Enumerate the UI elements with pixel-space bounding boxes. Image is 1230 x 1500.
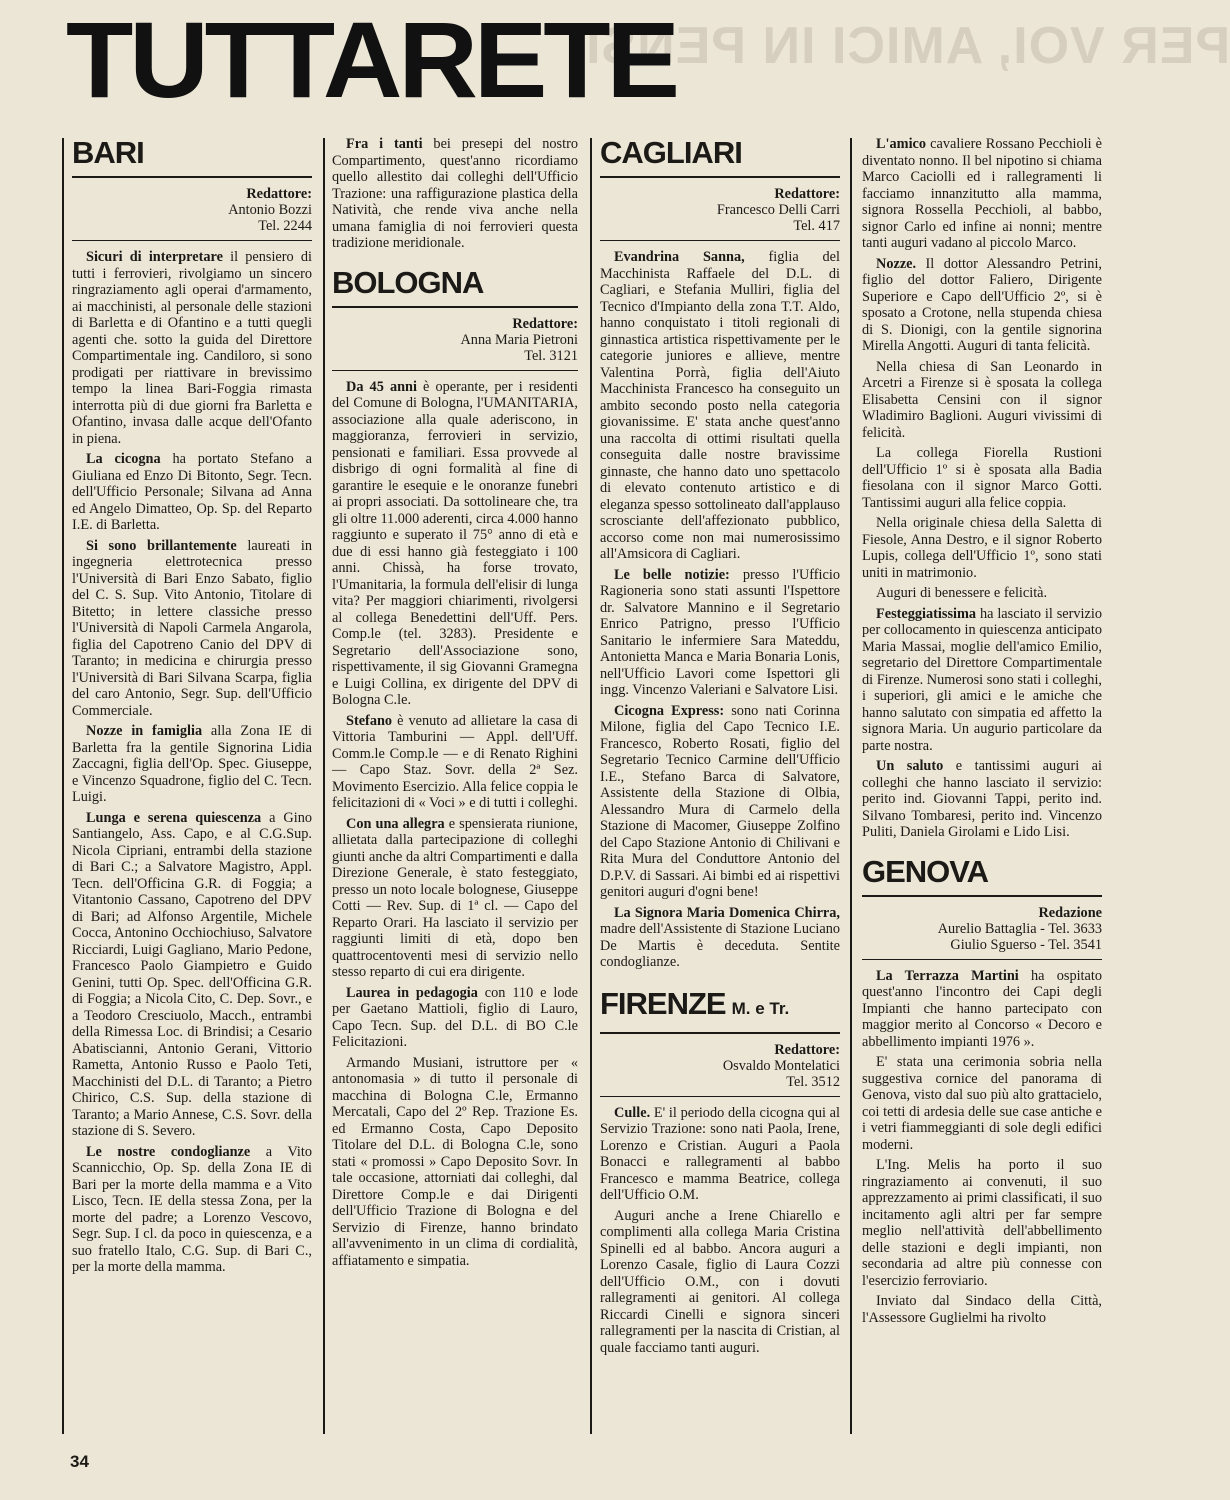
article-paragraph (600, 905, 840, 971)
article-paragraph (332, 379, 578, 709)
paragraph-text: La collega Fiorella Rustioni dell'Ufficio 1º si è sposata alla Badia fiesolana con il signor Marco Gotti. Tantissimi auguri alla felice coppia. (862, 445, 1102, 511)
editor-rule (600, 1096, 840, 1097)
article-paragraph (72, 810, 312, 1140)
editor-block (72, 186, 312, 234)
paragraph-lead: Laurea in pedagogia (346, 984, 478, 1001)
city-name: FIRENZE (600, 985, 726, 1021)
editor-name: Antonio Bozzi (228, 202, 312, 218)
heading-rule (72, 176, 312, 178)
section-cagliari (600, 136, 840, 971)
paragraph-text: è venuto ad allietare la casa di Vittoria Tamburini — Appl. dell'Uff. Comm.le Comp.le — e di Renato Righini — Capo Staz. Sovr. della 2ª Sez. Movimento Esercizio. Alla felice coppia le felicitazioni di « Voci » e di tutti i colleghi. (332, 712, 578, 811)
faded-mirrored-header-text: PER VOI, AMICI IN PENSI (585, 17, 1230, 75)
article-paragraph (862, 1054, 1102, 1153)
article-paragraph (600, 703, 840, 901)
paragraph-text: e spensierata riunione, allietata dalla partecipazione di colleghi giunti anche da altri Compartimenti e dalla Direzione Generale, è stato festeggiato, presso un noto locale bolognese, Giuseppe Cotti — Rev. Sup. di 1ª cl. — Capo del Reparto Orari. Ha lasciato il servizio per raggiunti limiti di età, dopo ben quattrocentoventi mesi di servizio nello stesso reparto di cui era dirigente. (332, 815, 578, 980)
editor-rule (862, 959, 1102, 960)
column-divider (850, 138, 852, 1434)
paragraph-lead: La Terrazza Martini (876, 967, 1019, 984)
article-paragraph (862, 359, 1102, 442)
column-2 (332, 136, 578, 1273)
article-paragraph (862, 1157, 1102, 1289)
article-paragraph (332, 713, 578, 812)
article-paragraph (600, 1208, 840, 1357)
section-firenze (600, 987, 840, 1357)
paragraph-text: a Gino Santiangelo, Ass. Capo, e al C.G.Sup. Nicola Cipriani, entrambi della stazione di Bari C.; a Salvatore Magistro, Appl. Tecn. dell'Officina G.R. di Foggia; a Vitantonio Cassano, Capotreno del DPV di Bari; ad Alfonso Argentile, Michele Cocca, Antonino Occhiochiuso, Salvatore Ricciardi, Luigi Gagliano, Mario Pedone, Francesco Paolo Giampietro e Guido Genini, tutti Op. Spec. dell'Officina G.R. di Foggia; a Nicola Cito, C. Dep. Sovr., e a Teodoro Cresciuolo, Macch., entrambi della Rimessa Loc. di Brindisi; a Cesario Abatiscianni, Antonio Gerani, Vittorio Rametta, Antonio Russo e Paolo Teti, Macchinisti del D.L. di Taranto; a Pietro Chirico, C.S. Sup. della stazione di Taranto; a Mario Annese, C.S. Sovr. della stazione di S. Severo. (72, 809, 313, 1139)
paragraph-lead: Da 45 anni (346, 378, 417, 395)
paragraph-lead: Cicogna Express: (614, 702, 725, 719)
column-4 (862, 136, 1102, 1330)
editor-block (332, 316, 578, 364)
paragraph-lead: Evandrina Sanna, (614, 249, 745, 265)
paragraph-text: Auguri anche a Irene Chiarello e complimenti alla collega Maria Cristina Spinelli ed al babbo. Ancora auguri a Lorenzo Casale, figlio di Laura Cozzi dell'Ufficio O.M., con i dovuti rallegramenti ai genitori. Al collega Riccardi Cinelli e signora sinceri rallegramenti per la nascita di Cristian, al quale facciamo tanti auguri. (600, 1207, 840, 1356)
city-heading-firenze (600, 987, 840, 1026)
city-heading-genova: GENOVA (862, 853, 989, 889)
editor-label: Redattore: (774, 186, 840, 202)
editor-rule (600, 240, 840, 241)
editor-line: Aurelio Battaglia - Tel. 3633 (937, 920, 1102, 937)
article-paragraph (862, 758, 1102, 841)
section-bologna (332, 266, 578, 1270)
section-bari (72, 136, 312, 1276)
article-paragraph (862, 585, 1102, 602)
paragraph-text: madre dell'Assistente di Stazione Luciano De Martis è deceduta. Sentite condoglianze. (600, 921, 840, 970)
paragraph-text: E' il periodo della cicogna qui al Servizio Trazione: sono nati Paola, Irene, Lorenzo e Cristian. Auguri a Paola Bonacci e rallegramenti al babbo Francesco e mamma Beatrice, collega dell'Ufficio O.M. (600, 1104, 840, 1203)
paragraph-lead: Con una allegra (346, 815, 445, 832)
paragraph-text: e tantissimi auguri ai colleghi che hanno lasciato il servizio: perito ind. Giovanni Tappi, perito ind. Silvano Tombaresi, perito ind. Vincenzo Puliti, Daniela Girolami e Lido Lisi. (862, 758, 1102, 840)
paragraph-text: alla Zona IE di Barletta fra la gentile Signorina Lidia Zaccagni, figlia dell'Op. Spec. Giuseppe, e Vincenzo Squadrone, figlio del C. Tecn. Luigi. (72, 723, 312, 805)
paragraph-text: bei presepi del nostro Compartimento, quest'anno ricordiamo quello allestito dai colleghi dell'Ufficio Trazione: una raffigurazione plastica della Natività, che rende viva anche nella umana famiglia di noi ferrovieri questa tradizione meridionale. (332, 136, 578, 251)
article-paragraph (72, 1144, 312, 1276)
heading-rule (600, 176, 840, 178)
article-paragraph (862, 445, 1102, 511)
article-paragraph (862, 968, 1102, 1051)
paragraph-text: presso l'Ufficio Ragioneria sono stati assunti l'Ispettore dr. Salvatore Mannino e il Segretario Enrico Patrigno, presso l'Ufficio Sanitario le infermiere Sara Mateddu, Antonietta Manca e Maria Bonaria Lonis, nell'Ufficio Lavori come Ispettori gli ingg. Vincenzo Valeriani e Salvatore Lisi. (600, 566, 840, 698)
paragraph-lead: Sicuri di interpretare (86, 249, 223, 265)
paragraph-text: Il dottor Alessandro Petrini, figlio del dottor Faliero, Dirigente Superiore e Capo dell'Ufficio 2º, si è sposato a Crotone, nella stupenda chiesa di S. Dionigi, con la gentile signorina Mirella Angotti. Auguri di tanta felicità. (862, 255, 1102, 354)
editor-tel: Tel. 2244 (258, 218, 312, 234)
editor-label: Redazione (1038, 904, 1102, 921)
page-number: 34 (70, 1452, 89, 1471)
article-paragraph (72, 249, 312, 447)
paragraph-text: Auguri di benessere e felicità. (876, 585, 1048, 601)
paragraph-text: sono nati Corinna Milone, figlia del Capo Tecnico I.E. Francesco, Roberto Rosati, figlio del Segretario Tecnico Carmine dell'Ufficio I.E., Stefano Barca di Salvatore, Assistente della Stazione di Olbia, Alessandro Mura di Carmelo della Stazione di Macomer, Giuseppe Zolfino del Capo Stazione Antonio di Chilivani e Rita Mura del Conduttore Antonio del D.P.V. di Sassari. Ai bimbi ed ai rispettivi genitori auguri d'ogni bene! (600, 702, 840, 900)
paragraph-lead: Le nostre condoglianze (86, 1143, 251, 1160)
article-paragraph (862, 515, 1102, 581)
article-paragraph (332, 136, 578, 252)
paragraph-text: Nella chiesa di San Leonardo in Arcetri a Firenze si è sposata la collega Elisabetta Censini con il signor Wladimiro Baglioni. Auguri vivissimi di felicità. (862, 358, 1102, 441)
paragraph-text: Inviato dal Sindaco della Città, l'Assessore Guglielmi ha rivolto (862, 1293, 1102, 1326)
paragraph-text: Armando Musiani, istruttore per « antonomasia » di tutto il personale di macchina di Bologna C.le, Ermanno Mercatali, Capo del 2º Rep. Trazione Es. ed Ermanno Costa, Capo Deposito Titolare del D.L. di Bologna C.le, sono stati « promossi » Capo Deposito Sovr. In tale occasione, attorniati dai colleghi, dal Direttore Comp.le e dai Dirigenti dell'Ufficio Trazione di Bologna e del Servizio di Firenze, hanno brindato all'avvenimento in un clima di cordialità, affiatamento e simpatia. (332, 1054, 578, 1269)
paragraph-text: il pensiero di tutti i ferrovieri, rivolgiamo un sincero ringraziamento agli operai d'armamento, ai macchinisti, al personale delle stazioni di Barletta e di Ofantino e a tutti quegli agenti che. sotto la guida del Direttore Compartimentale ing. Candiloro, si sono prodigati per riattivare in brevissimo tempo la linea Bari-Foggia rimasta interrotta più di due giorni fra Barletta e Ofantino, invasa dalle acque dell'Ofanto in piena. (72, 249, 312, 447)
city-heading-bari: BARI (72, 135, 144, 170)
article-paragraph (72, 723, 312, 806)
section-genova (862, 855, 1102, 1327)
paragraph-lead: La cicogna (86, 451, 161, 467)
column-divider (62, 138, 64, 1434)
article-paragraph (862, 1293, 1102, 1326)
paragraph-lead: Fra i tanti (346, 136, 423, 152)
column-3 (600, 136, 840, 1360)
editor-tel: Tel. 3121 (524, 347, 578, 364)
editor-block (600, 1042, 840, 1090)
editor-name: Osvaldo Montelatici (722, 1057, 840, 1074)
editor-tel: Tel. 417 (793, 218, 840, 234)
paragraph-lead: La Signora Maria Domenica Chirra, (614, 904, 840, 921)
editor-rule (332, 370, 578, 371)
article-paragraph (600, 249, 840, 563)
paragraph-lead: Nozze. (876, 255, 917, 272)
city-heading-cagliari: CAGLIARI (600, 135, 742, 170)
paragraph-lead: Festeggiatissima (876, 605, 977, 622)
paragraph-lead: Nozze in famiglia (86, 723, 203, 739)
column-1 (72, 136, 312, 1280)
editor-rule (72, 240, 312, 241)
paragraph-text: figlia del Macchinista Raffaele del D.L. di Cagliari, e Stefania Mulliri, figlia del Tecnico d'Impianto della zona T.T. Aldo, hanno conquistato i titoli regionali di ginnastica artistica rispettivamente per le categorie juniores e allieve, mentre Valentina Porrà, figlia dell'Aiuto Macchinista Francesco ha conseguito un ambito secondo posto nella categoria giovanissime. E' stata anche quest'anno una raccolta di ottimi risultati quella conseguita dalle nostre bravissime ginnaste, che hanno dato uno spettacolo di elevato contenuto artistico e di eleganza spesso sottolineato dall'applauso scrosciante dell'affezionato pubblico, accorso come non mai numerosissimo all'Amsicora di Cagliari. (600, 249, 840, 562)
heading-rule (600, 1032, 840, 1034)
editor-block (600, 186, 840, 234)
paragraph-lead: Un saluto (876, 758, 944, 774)
paragraph-text: L'Ing. Melis ha porto il suo ringraziamento ai convenuti, il suo apprezzamento ai primi classificati, il suo incitamento agli altri per far sempre meglio nell'attività dell'abbellimento delle stazioni e degli impianti, non secondaria ad altre più connesse con l'esercizio ferroviario. (862, 1157, 1102, 1289)
paragraph-text: è operante, per i residenti del Comune di Bologna, l'UMANITARIA, associazione alla quale aderiscono, in maggioranza, ferrovieri in servizio, pensionati e familiari. Essa provvede al disbrigo di ogni formalità al fine di garantire le esequie e le onoranze funebri ai propri associati. Da sottolineare che, tra gli oltre 11.000 aderenti, circa 4.000 hanno raggiunto e superato il 75° anno di età e due di essi hanno già festeggiato i 100 anni. Chissà, ha forse trovato, l'Umanitaria, la formula dell'elisir di lunga vita? Per maggiori chiarimenti, rivolgersi al collega Benedettini dell'Uff. Pers. Comp.le (tel. 3283). Presidente e Segretario dell'Associazione sono, rispettivamente, il sig Giovanni Gramegna e Luigi Collina, ex dirigente del DPV di Bologna C.le. (332, 378, 579, 708)
paragraph-lead: Lunga e serena quiescenza (86, 809, 262, 826)
editor-name: Francesco Delli Carri (716, 202, 840, 218)
city-suffix: M. e Tr. (731, 998, 790, 1018)
paragraph-text: con 110 e lode per Gaetano Mattioli, figlio di Lauro, Capo Tecn. Sup. del D.L. di BO C.le Felicitazioni. (332, 984, 578, 1050)
masthead-title: TUTTARETE (66, 0, 676, 120)
article-paragraph (862, 136, 1102, 252)
paragraph-lead: Stefano (346, 712, 393, 729)
paragraph-lead: Le belle notizie: (614, 566, 730, 583)
editor-block (862, 905, 1102, 953)
article-paragraph (332, 985, 578, 1051)
city-heading-bologna: BOLOGNA (332, 264, 484, 300)
article-paragraph (72, 538, 312, 720)
paragraph-text: Nella originale chiesa della Saletta di Fiesole, Anna Destro, e il signor Roberto Lupis, collega dell'Ufficio 1º, sono stati uniti in matrimonio. (862, 515, 1102, 581)
editor-tel: Tel. 3512 (786, 1073, 840, 1090)
editor-name: Anna Maria Pietroni (460, 331, 578, 348)
heading-rule (862, 895, 1102, 897)
paragraph-text: a Vito Scannicchio, Op. Sp. della Zona IE di Bari per la morte della mamma e a Vito Lisco, Tecn. IE della stessa Zona, per la morte del padre; a Lorenzo Vescovo, Segr. Sup. I cl. da poco in quiescenza, e a suo fratello Italo, C.G. Sup. di Bari C., per la morte della mamma. (72, 1143, 312, 1275)
paragraph-text: ha portato Stefano a Giuliana ed Enzo Di Bitonto, Segr. Tecn. dell'Ufficio Personale; Silvana ad Anna ed Angelo Dimatteo, Op. Sp. del Reparto I.E. di Barletta. (72, 451, 312, 533)
heading-rule (332, 306, 578, 308)
paragraph-text: cavaliere Rossano Pecchioli è diventato nonno. Il bel nipotino si chiama Marco Caciolli ed i rallegramenti li facciamo innanzitutto alla mamma, signora Rossella Pecchioli, al babbo, signor Carlo ed infine ai nonni; mentre tanti auguri vadano al piccolo Marco. (862, 136, 1102, 251)
article-paragraph (72, 451, 312, 534)
editor-line: Giulio Sguerso - Tel. 3541 (950, 936, 1102, 953)
paragraph-text: E' stata una cerimonia sobria nella suggestiva cornice del panorama di Genova, visto dal suo più alto grattacielo, coi tetti di ardesia delle sue case antiche e i vetri fiammeggianti di sole degli edifici moderni. (862, 1054, 1102, 1153)
article-paragraph (332, 1055, 578, 1270)
paragraph-text: laureati in ingegneria elettrotecnica presso l'Università di Bari Enzo Sabato, figlio del C. S. Sup. Vito Antonio, Titolare di Bitetto; in lettere classiche presso l'Università di Napoli Carmela Angarola, figlia del Capotreno Canio del DPV di Taranto; in medicina e chirurgia presso l'Università di Bari Silvana Scarpa, figlia del caro Antonio, Segr. Sup. dell'Ufficio Commerciale. (72, 537, 312, 719)
paragraph-lead: Si sono brillantemente (86, 537, 237, 554)
paragraph-text: ha ospitato quest'anno l'incontro dei Capi degli Impianti che hanno partecipato con maggior merito al Concorso « Decoro e abbellimento impianti 1976 ». (862, 967, 1102, 1050)
article-paragraph (600, 1105, 840, 1204)
paragraph-lead: Culle. (614, 1104, 651, 1121)
article-paragraph (332, 816, 578, 981)
paragraph-text: ha lasciato il servizio per collocamento in quiescenza anticipato Maria Massai, moglie dell'amico Emilio, segretario del Direttore Compartimentale di Firenze. Numerosi sono stati i colleghi, i superiori, gli amici e le amiche che hanno salutato con simpatia ed affetto la signora Maria. Un augurio particolare da parte nostra. (862, 605, 1102, 754)
editor-label: Redattore: (774, 1041, 840, 1058)
article-paragraph (600, 567, 840, 699)
editor-label: Redattore: (512, 315, 578, 332)
paragraph-lead: L'amico (876, 136, 927, 152)
editor-label: Redattore: (246, 186, 312, 202)
article-paragraph (862, 606, 1102, 755)
article-paragraph (862, 256, 1102, 355)
column-divider (590, 138, 592, 1434)
column-divider (323, 138, 325, 1434)
